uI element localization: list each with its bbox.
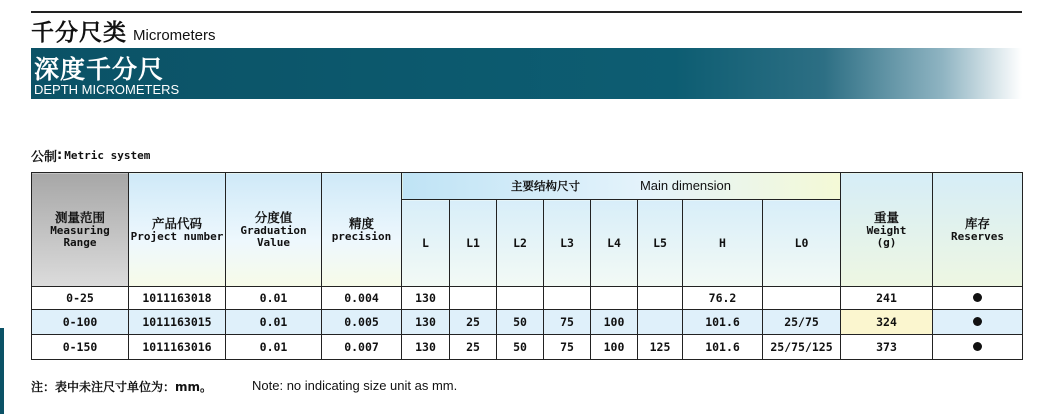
- spec-table: [31, 172, 1023, 360]
- cell-stock: [933, 335, 1023, 360]
- cell-L4: 100: [591, 335, 638, 360]
- system-en: Metric system: [64, 149, 151, 162]
- cell-L3: [544, 287, 591, 310]
- cell-precision: 0.005: [322, 310, 402, 335]
- in-stock-dot-icon: [973, 317, 982, 326]
- header-dim: L3: [544, 200, 591, 287]
- cell-weight: 241: [841, 287, 933, 310]
- header-dim: H: [683, 200, 763, 287]
- cell-L2: [497, 287, 544, 310]
- cell-precision: 0.004: [322, 287, 402, 310]
- cell-stock: [933, 310, 1023, 335]
- cell-precision: 0.007: [322, 335, 402, 360]
- cell-L0: 25/75: [763, 310, 841, 335]
- category-title-en: Micrometers: [133, 27, 216, 44]
- header-dim: L2: [497, 200, 544, 287]
- product-banner: [31, 48, 1022, 99]
- banner-title-en: DEPTH MICROMETERS: [34, 82, 180, 97]
- header-reserves: 库存 Reserves: [933, 173, 1023, 287]
- cell-H: 101.6: [683, 310, 763, 335]
- note-zh: 注：表中未注尺寸单位为：mm。: [31, 380, 213, 394]
- cell-L3: 75: [544, 310, 591, 335]
- category-heading: [31, 14, 216, 44]
- cell-L2: 50: [497, 335, 544, 360]
- table-row: [32, 335, 1023, 360]
- footnote: [31, 378, 457, 395]
- cell-code: 1011163018: [129, 287, 226, 310]
- note-en: Note: no indicating size unit as mm.: [252, 378, 458, 393]
- header-precision: 精度 precision: [322, 173, 402, 287]
- cell-L5: [638, 310, 683, 335]
- cell-stock: [933, 287, 1023, 310]
- cell-L: 130: [402, 335, 450, 360]
- cell-H: 76.2: [683, 287, 763, 310]
- header-measuring-range: 测量范围 Measuring Range: [32, 173, 129, 287]
- cell-L0: [763, 287, 841, 310]
- cell-weight: 373: [841, 335, 933, 360]
- cell-L3: 75: [544, 335, 591, 360]
- cell-grad: 0.01: [226, 287, 322, 310]
- header-project-number: 产品代码 Project number: [129, 173, 226, 287]
- cell-grad: 0.01: [226, 335, 322, 360]
- system-colon: :: [57, 148, 63, 163]
- cell-L: 130: [402, 287, 450, 310]
- cell-L0: 25/75/125: [763, 335, 841, 360]
- cell-grad: 0.01: [226, 310, 322, 335]
- cell-code: 1011163016: [129, 335, 226, 360]
- header-main-dimension: 主要结构尺寸 Main dimension: [402, 173, 841, 200]
- category-title-zh: 千分尺类: [31, 20, 127, 46]
- left-edge-accent: [0, 328, 4, 414]
- cell-H: 101.6: [683, 335, 763, 360]
- table-row: [32, 287, 1023, 310]
- unit-system-label: [31, 146, 150, 165]
- cell-L1: [450, 287, 497, 310]
- in-stock-dot-icon: [973, 342, 982, 351]
- cell-L1: 25: [450, 335, 497, 360]
- banner-title-zh: 深度千分尺: [34, 55, 165, 84]
- cell-L5: 125: [638, 335, 683, 360]
- header-dim: L: [402, 200, 450, 287]
- cell-L2: 50: [497, 310, 544, 335]
- header-dim: L5: [638, 200, 683, 287]
- header-dim: L0: [763, 200, 841, 287]
- cell-range: 0-25: [32, 287, 129, 310]
- cell-range: 0-150: [32, 335, 129, 360]
- cell-L4: 100: [591, 310, 638, 335]
- cell-weight: 324: [841, 310, 933, 335]
- cell-L1: 25: [450, 310, 497, 335]
- cell-range: 0-100: [32, 310, 129, 335]
- header-weight: 重量 Weight (g): [841, 173, 933, 287]
- header-graduation: 分度值 Graduation Value: [226, 173, 322, 287]
- table-row: [32, 310, 1023, 335]
- in-stock-dot-icon: [973, 293, 982, 302]
- top-divider: [31, 11, 1022, 13]
- cell-L: 130: [402, 310, 450, 335]
- system-zh: 公制: [31, 150, 58, 165]
- header-dim: L1: [450, 200, 497, 287]
- header-dim: L4: [591, 200, 638, 287]
- cell-L5: [638, 287, 683, 310]
- cell-L4: [591, 287, 638, 310]
- cell-code: 1011163015: [129, 310, 226, 335]
